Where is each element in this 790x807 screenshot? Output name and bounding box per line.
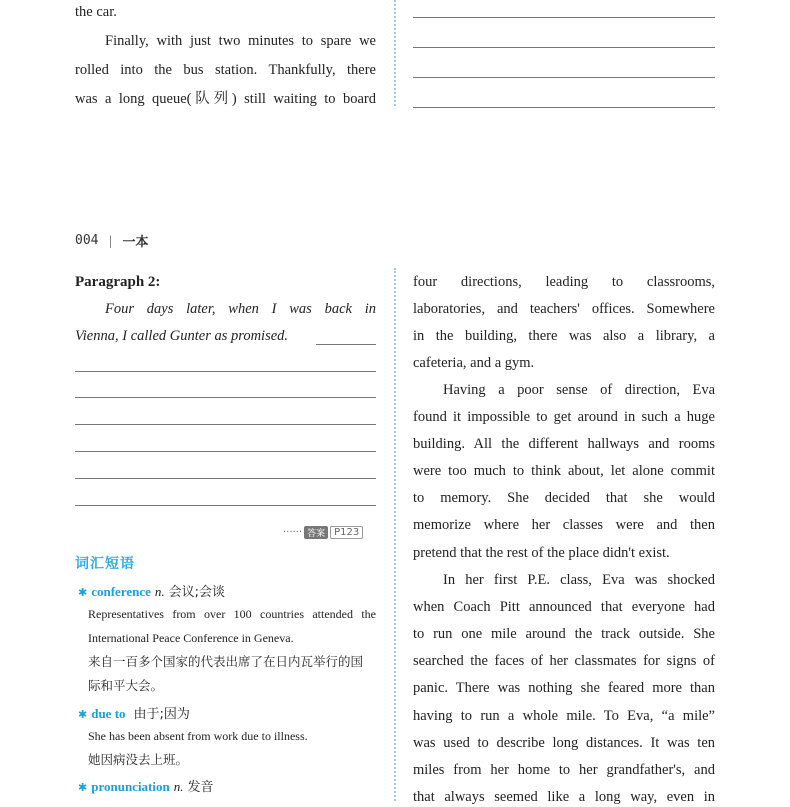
- vocab-gloss: 发音: [187, 780, 214, 795]
- vocab-example: International Peace Conference in Geneva.: [88, 631, 294, 645]
- page-number: 004: [75, 233, 99, 248]
- text-line: In her first P.E. class, Eva was shocked: [443, 572, 715, 588]
- page-header: [75, 231, 149, 250]
- paragraph-heading: Paragraph 2:: [75, 274, 161, 290]
- star-icon: ✱: [78, 587, 88, 599]
- book-title: 一本: [122, 235, 149, 250]
- vocab-example: Representatives from over 100 countries attended the: [88, 607, 376, 621]
- writing-line[interactable]: [413, 77, 715, 78]
- text-line: building. All the different hallways and rooms: [413, 436, 715, 452]
- vocab-term: pronunciation: [91, 779, 170, 794]
- text-line: pretend that the rest of the place didn't exist.: [413, 545, 670, 561]
- vocab-entry: [78, 703, 190, 723]
- answer-tag: 答案: [304, 526, 328, 539]
- star-icon: ✱: [78, 709, 88, 721]
- prompt-line: Four days later, when I was back in: [105, 301, 376, 317]
- vocab-term: conference: [91, 584, 151, 599]
- answer-page: P123: [330, 526, 363, 539]
- text-line: memorize where her classes were and then: [413, 517, 715, 533]
- text-line: was used to describe long distances. It was ten: [413, 735, 715, 751]
- column-divider: [394, 268, 396, 801]
- text-line: having to run a whole mile. To Eva, “a mile”: [413, 708, 715, 724]
- vocab-entry: [78, 776, 214, 796]
- column-divider: [394, 0, 396, 106]
- text-line: cafeteria, and a gym.: [413, 355, 535, 371]
- vocab-section-title: 词汇短语: [75, 556, 135, 572]
- vocab-translation: 她因病没去上班。: [88, 752, 189, 767]
- text-line: found it impossible to get around in such a huge: [413, 409, 715, 425]
- text-line: laboratories, and teachers' offices. Somewhere: [413, 301, 715, 317]
- vocab-translation: 际和平大会。: [88, 678, 164, 693]
- star-icon: ✱: [78, 782, 88, 794]
- writing-line[interactable]: [75, 371, 376, 372]
- vocab-pos: n.: [154, 584, 165, 599]
- text-line: panic. There was nothing she feared more than: [413, 680, 715, 696]
- text-line: to run one mile around the track outside. She: [413, 626, 715, 642]
- vocab-example: She has been absent from work due to illness.: [88, 729, 308, 743]
- text-line: four directions, leading to classrooms,: [413, 274, 715, 290]
- answer-dots: ······: [283, 527, 303, 538]
- vocab-translation: 来自一百多个国家的代表出席了在日内瓦举行的国: [88, 654, 364, 669]
- writing-line[interactable]: [413, 17, 715, 18]
- writing-line[interactable]: [75, 478, 376, 479]
- text-line: rolled into the bus station. Thankfully, there: [75, 62, 376, 78]
- text-line: when Coach Pitt announced that everyone had: [413, 599, 715, 615]
- text-line: that always seemed like a long way, even in: [413, 789, 715, 805]
- text-line: were too much to think about, let alone commit: [413, 463, 715, 479]
- text-line: miles from her home to her grandfather's, and: [413, 762, 715, 778]
- writing-line[interactable]: [75, 424, 376, 425]
- vocab-term: due to: [91, 706, 126, 721]
- writing-line[interactable]: [316, 344, 376, 345]
- writing-line[interactable]: [75, 505, 376, 506]
- text-line: searched the faces of her classmates for signs of: [413, 653, 715, 669]
- writing-line[interactable]: [413, 107, 715, 108]
- text-line: the car.: [75, 4, 117, 20]
- writing-line[interactable]: [75, 397, 376, 398]
- vocab-gloss: 由于;因为: [133, 707, 190, 722]
- writing-line[interactable]: [413, 47, 715, 48]
- text-line: to memory. She decided that she would: [413, 490, 715, 506]
- writing-line[interactable]: [75, 451, 376, 452]
- text-line: in the building, there was also a library, a: [413, 328, 715, 344]
- answer-reference[interactable]: [283, 526, 363, 539]
- text-line: was a long queue(队列) still waiting to board: [75, 91, 376, 107]
- text-line: Finally, with just two minutes to spare we: [105, 33, 376, 49]
- prompt-line: Vienna, I called Gunter as promised.: [75, 328, 289, 344]
- text-line: Having a poor sense of direction, Eva: [443, 382, 715, 398]
- vocab-pos: n.: [173, 779, 184, 794]
- header-separator: |: [108, 233, 113, 248]
- vocab-entry: [78, 581, 225, 601]
- vocab-gloss: 会议;会谈: [168, 585, 226, 600]
